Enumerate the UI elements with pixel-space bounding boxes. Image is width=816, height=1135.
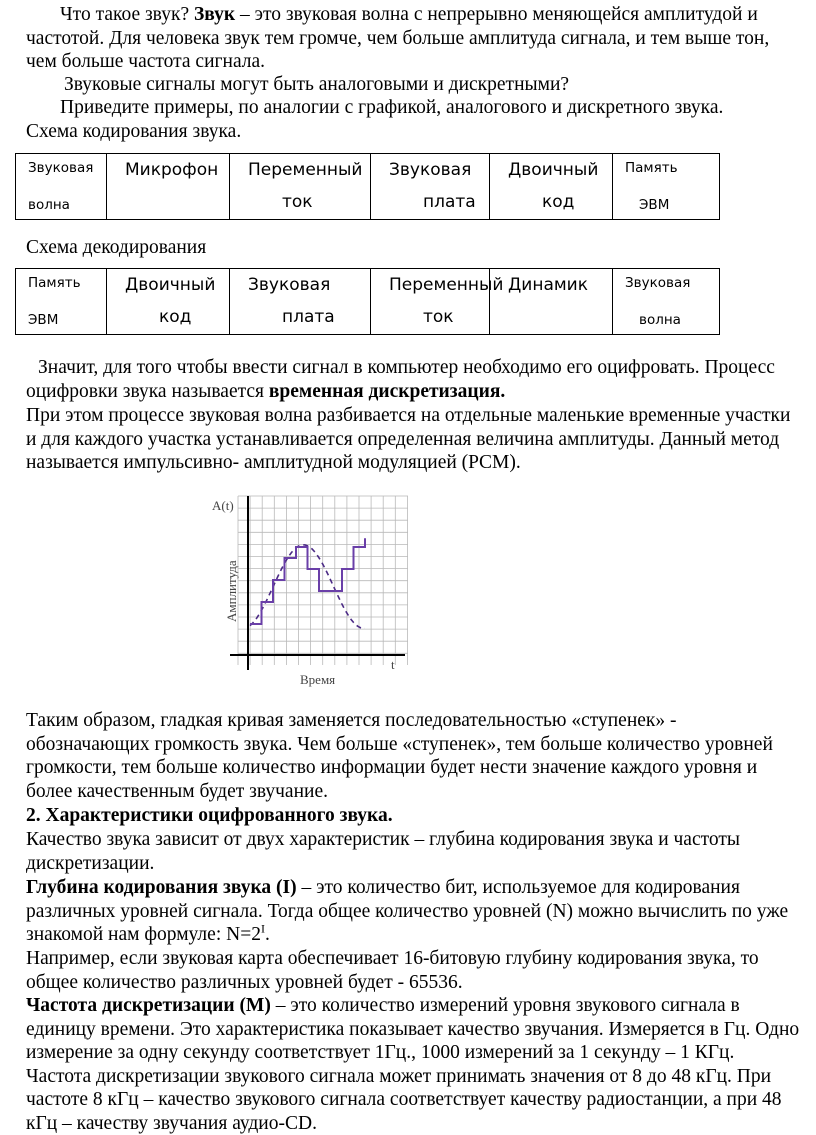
graph-grid xyxy=(238,496,408,665)
conclusion-paragraph: Таким образом, гладкая кривая заменяется последовательностью «ступенек» - обозначающих громкость звука. Чем больше «ступенек», тем больше количество уровней громкости, тем больше количество информации будет нести значение каждого уровня и более качественным будет звучание. xyxy=(26,710,773,802)
enc-cell xyxy=(230,154,371,220)
quality-paragraph: Качество звука зависит от двух характеристик – глубина кодирования звука и частоты дискретизации. xyxy=(26,829,740,874)
encoding-scheme-table xyxy=(15,153,720,220)
enc-cell-bottom-label: ток xyxy=(282,192,313,212)
enc-cell xyxy=(107,154,230,220)
dec-cell xyxy=(107,269,230,335)
dec-cell-top-label: Двоичный xyxy=(125,275,216,295)
enc-cell-bottom-label: волна xyxy=(28,197,70,213)
encoding-scheme-title: Схема кодирования звука. xyxy=(26,121,242,142)
dec-cell xyxy=(613,269,720,335)
term-frequency: Частота дискретизации (M) xyxy=(26,995,271,1016)
pcm-paragraph: При этом процессе звуковая волна разбивается на отдельные маленькие временные участки и для каждого участка устанавливается определенная величина амплитуды. Данный метод называется импульсивно- амплитудной модуляцией (PCM). xyxy=(26,405,791,473)
enc-cell xyxy=(16,154,107,220)
enc-cell-bottom-label: ЭВМ xyxy=(639,197,670,213)
dec-cell xyxy=(490,269,613,335)
x-axis-label: t xyxy=(391,657,395,672)
question-analog-digital: Звуковые сигналы могут быть аналоговыми и дискретными? xyxy=(64,74,570,95)
depth-end: . xyxy=(264,924,270,945)
dec-cell-bottom-label: плата xyxy=(282,307,335,327)
depth-text: – это количество бит, используемое для кодирования различных уровней сигнала. Тогда общее количество уровней (N) можно вычислить по уже знакомой нам формуле: N=2 xyxy=(26,877,789,945)
frequency-text: – это количество измерений уровня звукового сигнала в единицу времени. Это характеристика показывает качество звучания. Измеряется в Гц. Одно измерение за одну секунду соответствует 1Гц., 1000 измерений за 1 секунду – 1 КГц. Частота дискретизации звукового сигнала может принимать значения от 8 до 48 кГц. При частоте 8 кГц – качество звукового сигнала соответствует качеству радиостанции, а при 48 кГц – качеству звучания аудио-CD. xyxy=(26,995,800,1134)
y-axis-title: Амплитуда xyxy=(224,560,239,622)
enc-cell xyxy=(613,154,720,220)
frequency-paragraph xyxy=(26,994,801,1135)
intro-paragraph xyxy=(26,3,801,74)
dec-cell-bottom-label: ЭВМ xyxy=(28,312,59,328)
dec-cell xyxy=(16,269,107,335)
intro-text-rest: – это звуковая волна с непрерывно меняющейся амплитудой и частотой. Для человека звук тем громче, чем больше амплитуда сигнала, и тем выше тон, чем больше частота сигнала. xyxy=(26,4,770,72)
x-axis-title: Время xyxy=(300,672,336,687)
y-axis-label: A(t) xyxy=(212,498,234,513)
decoding-scheme-table xyxy=(15,268,720,335)
enc-cell-top-label: Звуковая xyxy=(389,160,472,180)
depth-paragraph xyxy=(26,876,801,947)
enc-cell-top-label: Переменный xyxy=(248,160,363,180)
dec-cell-top-label: Звуковая xyxy=(248,275,331,295)
decoding-scheme-title: Схема декодирования xyxy=(26,237,207,258)
digitize-text: Значит, для того чтобы ввести сигнал в компьютер необходимо его оцифровать. Процесс оцифровки звука называется xyxy=(26,357,775,402)
dec-cell-top-label: Память xyxy=(28,275,81,291)
digitize-paragraph xyxy=(26,356,801,403)
depth-exponent: I xyxy=(260,921,265,936)
question-examples: Приведите примеры, по аналогии с графикой, аналогового и дискретного звука. xyxy=(60,97,724,118)
dec-cell-top-label: Динамик xyxy=(508,275,589,295)
dec-cell-bottom-label: код xyxy=(159,307,192,327)
dec-cell xyxy=(371,269,504,335)
term-depth: Глубина кодирования звука (I) xyxy=(26,877,297,898)
example-paragraph: Например, если звуковая карта обеспечивает 16-битовую глубину кодирования звука, то общее количество различных уровней будет - 65536. xyxy=(26,948,759,993)
enc-cell-top-label: Микрофон xyxy=(125,160,219,180)
dec-cell-top-label: Переменный xyxy=(389,275,504,295)
dec-cell-top-label: Звуковая xyxy=(625,275,691,291)
intro-text: Что такое звук? xyxy=(60,4,194,25)
enc-cell-top-label: Звуковая xyxy=(28,160,94,176)
dec-cell xyxy=(230,269,371,335)
enc-cell-bottom-label: плата xyxy=(423,192,476,212)
dec-cell-bottom-label: ток xyxy=(423,307,454,327)
enc-cell xyxy=(490,154,613,220)
term-time-sampling: временная дискретизация. xyxy=(268,380,506,402)
enc-cell xyxy=(371,154,490,220)
section2-title: 2. Характеристики оцифрованного звука. xyxy=(26,805,393,826)
term-sound: Звук xyxy=(193,4,236,25)
dec-cell-bottom-label: волна xyxy=(639,312,681,328)
enc-cell-bottom-label: код xyxy=(542,192,575,212)
enc-cell-top-label: Память xyxy=(625,160,678,176)
enc-cell-top-label: Двоичный xyxy=(508,160,599,180)
pcm-graph xyxy=(200,490,420,690)
